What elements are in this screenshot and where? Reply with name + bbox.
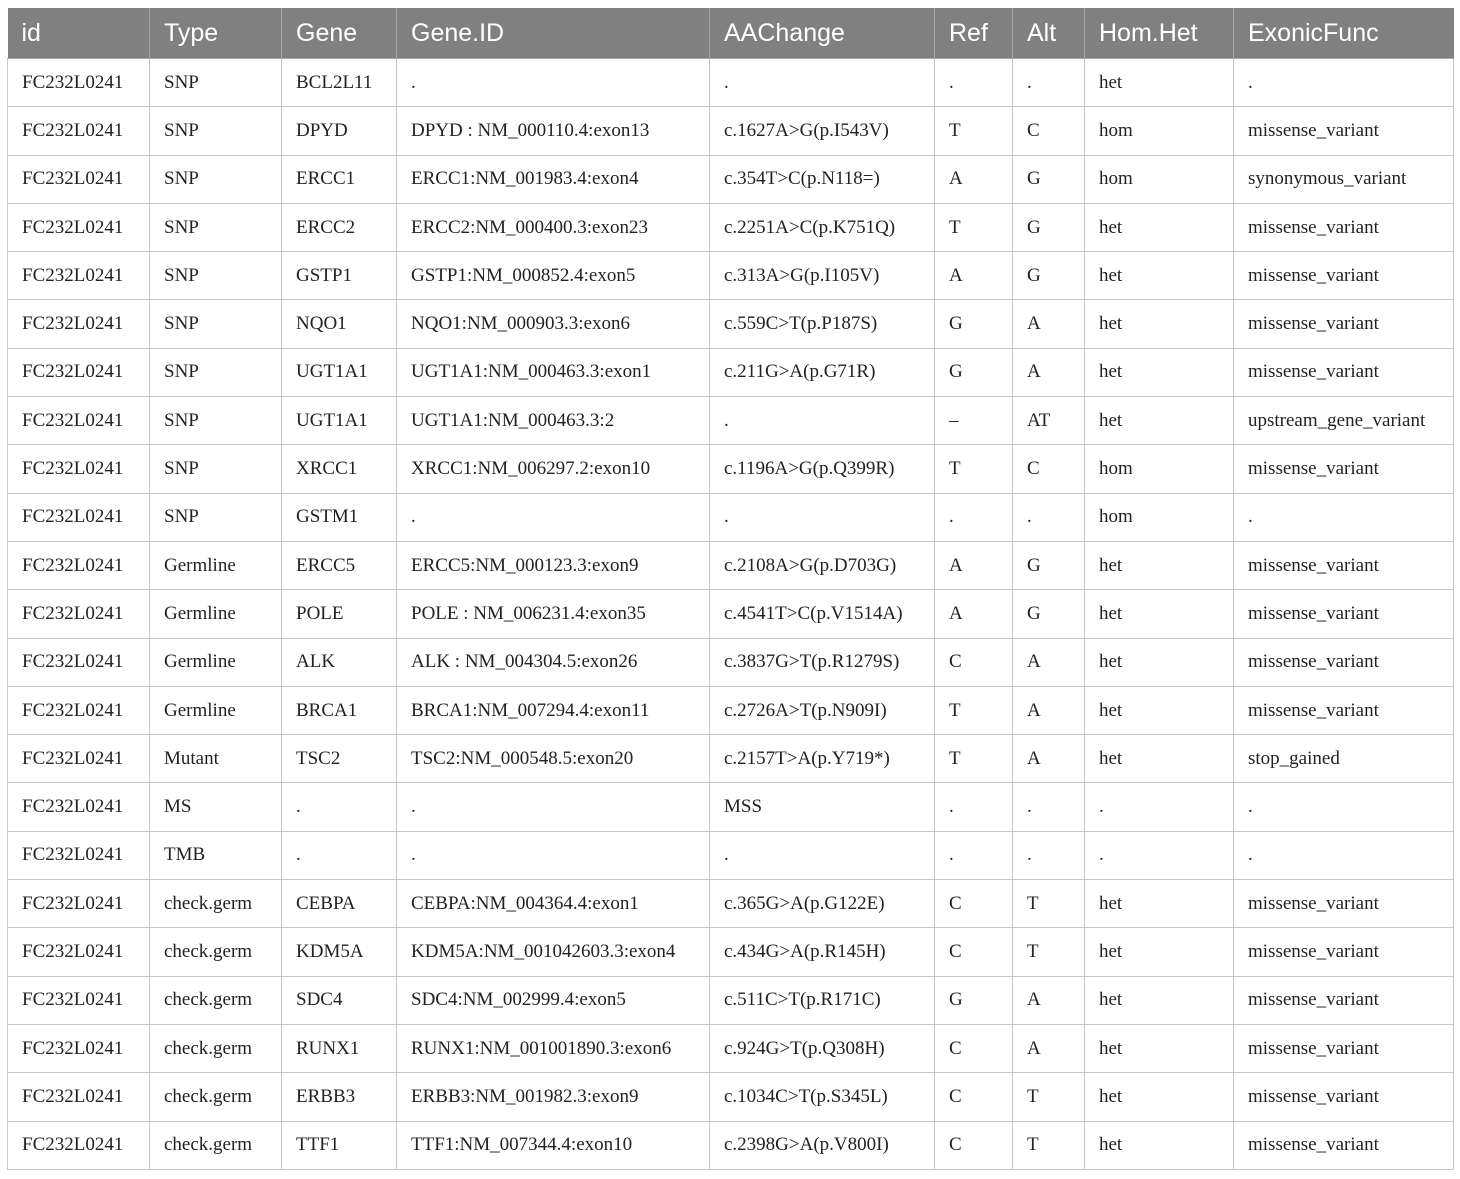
cell-exonic-func: stop_gained	[1234, 735, 1454, 783]
cell-gene-id: .	[397, 59, 710, 107]
cell-type: Mutant	[150, 735, 282, 783]
cell-gene: NQO1	[282, 300, 397, 348]
cell-type: SNP	[150, 155, 282, 203]
cell-id: FC232L0241	[8, 1121, 150, 1169]
cell-type: check.germ	[150, 880, 282, 928]
cell-ref: C	[935, 880, 1013, 928]
cell-id: FC232L0241	[8, 397, 150, 445]
cell-aa-change: c.365G>A(p.G122E)	[710, 880, 935, 928]
cell-aa-change: c.924G>T(p.Q308H)	[710, 1024, 935, 1072]
cell-gene: UGT1A1	[282, 348, 397, 396]
cell-type: SNP	[150, 397, 282, 445]
table-row	[8, 107, 1454, 155]
cell-gene: ERCC1	[282, 155, 397, 203]
cell-aa-change: c.511C>T(p.R171C)	[710, 976, 935, 1024]
table-row	[8, 348, 1454, 396]
cell-aa-change: c.1034C>T(p.S345L)	[710, 1073, 935, 1121]
cell-ref: .	[935, 493, 1013, 541]
cell-ref: T	[935, 686, 1013, 734]
cell-alt: G	[1013, 203, 1085, 251]
cell-id: FC232L0241	[8, 107, 150, 155]
cell-gene: ERCC2	[282, 203, 397, 251]
table-row	[8, 1073, 1454, 1121]
cell-aa-change: c.313A>G(p.I105V)	[710, 252, 935, 300]
cell-hom-het: hom	[1085, 493, 1234, 541]
cell-gene: .	[282, 783, 397, 831]
table-row	[8, 445, 1454, 493]
column-header-ref: Ref	[935, 8, 1013, 59]
cell-gene: SDC4	[282, 976, 397, 1024]
cell-id: FC232L0241	[8, 59, 150, 107]
cell-id: FC232L0241	[8, 590, 150, 638]
cell-gene: TTF1	[282, 1121, 397, 1169]
cell-type: MS	[150, 783, 282, 831]
cell-gene: ALK	[282, 638, 397, 686]
cell-exonic-func: missense_variant	[1234, 976, 1454, 1024]
cell-gene: RUNX1	[282, 1024, 397, 1072]
cell-exonic-func: missense_variant	[1234, 1024, 1454, 1072]
cell-alt: T	[1013, 928, 1085, 976]
cell-ref: T	[935, 203, 1013, 251]
cell-alt: AT	[1013, 397, 1085, 445]
cell-hom-het: hom	[1085, 155, 1234, 203]
cell-gene: KDM5A	[282, 928, 397, 976]
cell-gene: CEBPA	[282, 880, 397, 928]
cell-ref: G	[935, 300, 1013, 348]
table-row	[8, 59, 1454, 107]
cell-alt: A	[1013, 1024, 1085, 1072]
cell-id: FC232L0241	[8, 1024, 150, 1072]
table-row	[8, 783, 1454, 831]
cell-exonic-func: missense_variant	[1234, 1073, 1454, 1121]
cell-type: SNP	[150, 203, 282, 251]
cell-id: FC232L0241	[8, 155, 150, 203]
cell-id: FC232L0241	[8, 831, 150, 879]
cell-hom-het: het	[1085, 880, 1234, 928]
cell-aa-change: MSS	[710, 783, 935, 831]
cell-alt: G	[1013, 541, 1085, 589]
cell-gene-id: BRCA1:NM_007294.4:exon11	[397, 686, 710, 734]
cell-aa-change: c.434G>A(p.R145H)	[710, 928, 935, 976]
cell-ref: .	[935, 783, 1013, 831]
cell-exonic-func: .	[1234, 783, 1454, 831]
table-row	[8, 1121, 1454, 1169]
cell-gene-id: .	[397, 783, 710, 831]
cell-alt: .	[1013, 59, 1085, 107]
cell-hom-het: het	[1085, 735, 1234, 783]
cell-id: FC232L0241	[8, 541, 150, 589]
cell-alt: G	[1013, 252, 1085, 300]
cell-gene-id: RUNX1:NM_001001890.3:exon6	[397, 1024, 710, 1072]
cell-id: FC232L0241	[8, 928, 150, 976]
cell-exonic-func: missense_variant	[1234, 252, 1454, 300]
cell-gene-id: UGT1A1:NM_000463.3:2	[397, 397, 710, 445]
cell-hom-het: het	[1085, 686, 1234, 734]
cell-aa-change: .	[710, 59, 935, 107]
cell-hom-het: het	[1085, 59, 1234, 107]
cell-id: FC232L0241	[8, 348, 150, 396]
cell-ref: C	[935, 1024, 1013, 1072]
cell-gene: BRCA1	[282, 686, 397, 734]
cell-aa-change: c.1627A>G(p.I543V)	[710, 107, 935, 155]
cell-exonic-func: .	[1234, 831, 1454, 879]
cell-hom-het: het	[1085, 1073, 1234, 1121]
table-row	[8, 831, 1454, 879]
cell-type: check.germ	[150, 928, 282, 976]
cell-ref: G	[935, 976, 1013, 1024]
cell-alt: C	[1013, 445, 1085, 493]
cell-gene: GSTP1	[282, 252, 397, 300]
cell-exonic-func: missense_variant	[1234, 348, 1454, 396]
cell-gene-id: ERBB3:NM_001982.3:exon9	[397, 1073, 710, 1121]
cell-hom-het: .	[1085, 831, 1234, 879]
cell-ref: C	[935, 1121, 1013, 1169]
cell-gene: GSTM1	[282, 493, 397, 541]
cell-ref: A	[935, 252, 1013, 300]
cell-id: FC232L0241	[8, 976, 150, 1024]
cell-ref: T	[935, 735, 1013, 783]
column-header-id: id	[8, 8, 150, 59]
cell-gene: POLE	[282, 590, 397, 638]
cell-gene: ERBB3	[282, 1073, 397, 1121]
cell-type: SNP	[150, 107, 282, 155]
cell-gene-id: ERCC1:NM_001983.4:exon4	[397, 155, 710, 203]
cell-hom-het: hom	[1085, 107, 1234, 155]
cell-alt: C	[1013, 107, 1085, 155]
cell-aa-change: .	[710, 397, 935, 445]
cell-gene: DPYD	[282, 107, 397, 155]
cell-gene-id: CEBPA:NM_004364.4:exon1	[397, 880, 710, 928]
cell-hom-het: het	[1085, 252, 1234, 300]
cell-gene-id: ALK : NM_004304.5:exon26	[397, 638, 710, 686]
cell-exonic-func: missense_variant	[1234, 203, 1454, 251]
cell-type: Germline	[150, 638, 282, 686]
table-row	[8, 638, 1454, 686]
cell-id: FC232L0241	[8, 203, 150, 251]
cell-type: SNP	[150, 59, 282, 107]
cell-aa-change: c.354T>C(p.N118=)	[710, 155, 935, 203]
table-row	[8, 735, 1454, 783]
cell-exonic-func: missense_variant	[1234, 880, 1454, 928]
cell-type: check.germ	[150, 1024, 282, 1072]
cell-exonic-func: missense_variant	[1234, 638, 1454, 686]
cell-gene-id: XRCC1:NM_006297.2:exon10	[397, 445, 710, 493]
cell-hom-het: het	[1085, 1024, 1234, 1072]
cell-gene: UGT1A1	[282, 397, 397, 445]
cell-exonic-func: missense_variant	[1234, 445, 1454, 493]
cell-aa-change: c.2157T>A(p.Y719*)	[710, 735, 935, 783]
cell-ref: A	[935, 541, 1013, 589]
cell-type: Germline	[150, 590, 282, 638]
cell-id: FC232L0241	[8, 300, 150, 348]
table-row	[8, 493, 1454, 541]
cell-hom-het: het	[1085, 928, 1234, 976]
cell-id: FC232L0241	[8, 880, 150, 928]
cell-ref: C	[935, 638, 1013, 686]
cell-type: check.germ	[150, 976, 282, 1024]
cell-aa-change: c.1196A>G(p.Q399R)	[710, 445, 935, 493]
column-header-gene-id: Gene.ID	[397, 8, 710, 59]
cell-aa-change: c.211G>A(p.G71R)	[710, 348, 935, 396]
cell-exonic-func: missense_variant	[1234, 1121, 1454, 1169]
cell-ref: C	[935, 928, 1013, 976]
cell-gene-id: NQO1:NM_000903.3:exon6	[397, 300, 710, 348]
cell-hom-het: het	[1085, 1121, 1234, 1169]
cell-type: SNP	[150, 300, 282, 348]
cell-ref: .	[935, 59, 1013, 107]
cell-hom-het: het	[1085, 397, 1234, 445]
cell-type: SNP	[150, 445, 282, 493]
cell-alt: T	[1013, 1073, 1085, 1121]
cell-exonic-func: missense_variant	[1234, 590, 1454, 638]
cell-exonic-func: missense_variant	[1234, 928, 1454, 976]
table-row	[8, 155, 1454, 203]
table-row	[8, 590, 1454, 638]
column-header-type: Type	[150, 8, 282, 59]
cell-exonic-func: synonymous_variant	[1234, 155, 1454, 203]
cell-gene: TSC2	[282, 735, 397, 783]
cell-alt: T	[1013, 880, 1085, 928]
cell-alt: A	[1013, 976, 1085, 1024]
cell-alt: G	[1013, 155, 1085, 203]
table-row	[8, 203, 1454, 251]
table-row	[8, 686, 1454, 734]
cell-id: FC232L0241	[8, 493, 150, 541]
column-header-alt: Alt	[1013, 8, 1085, 59]
cell-exonic-func: .	[1234, 59, 1454, 107]
cell-id: FC232L0241	[8, 638, 150, 686]
table-row	[8, 976, 1454, 1024]
cell-hom-het: het	[1085, 203, 1234, 251]
cell-id: FC232L0241	[8, 735, 150, 783]
cell-id: FC232L0241	[8, 445, 150, 493]
column-header-hom-het: Hom.Het	[1085, 8, 1234, 59]
cell-gene-id: TSC2:NM_000548.5:exon20	[397, 735, 710, 783]
variant-table	[7, 8, 1454, 1170]
cell-hom-het: het	[1085, 590, 1234, 638]
cell-exonic-func: missense_variant	[1234, 300, 1454, 348]
cell-exonic-func: missense_variant	[1234, 686, 1454, 734]
cell-ref: A	[935, 155, 1013, 203]
cell-ref: T	[935, 107, 1013, 155]
cell-alt: G	[1013, 590, 1085, 638]
cell-hom-het: het	[1085, 976, 1234, 1024]
cell-type: SNP	[150, 493, 282, 541]
cell-id: FC232L0241	[8, 1073, 150, 1121]
cell-id: FC232L0241	[8, 686, 150, 734]
variant-table-container	[7, 8, 1453, 1170]
cell-ref: G	[935, 348, 1013, 396]
cell-gene-id: UGT1A1:NM_000463.3:exon1	[397, 348, 710, 396]
cell-gene-id: ERCC5:NM_000123.3:exon9	[397, 541, 710, 589]
cell-aa-change: c.559C>T(p.P187S)	[710, 300, 935, 348]
cell-gene-id: SDC4:NM_002999.4:exon5	[397, 976, 710, 1024]
cell-ref: A	[935, 590, 1013, 638]
cell-ref: –	[935, 397, 1013, 445]
cell-ref: C	[935, 1073, 1013, 1121]
cell-type: Germline	[150, 541, 282, 589]
cell-aa-change: c.2251A>C(p.K751Q)	[710, 203, 935, 251]
cell-gene: XRCC1	[282, 445, 397, 493]
cell-gene-id: ERCC2:NM_000400.3:exon23	[397, 203, 710, 251]
cell-gene: BCL2L11	[282, 59, 397, 107]
cell-hom-het: het	[1085, 300, 1234, 348]
column-header-gene: Gene	[282, 8, 397, 59]
cell-gene: .	[282, 831, 397, 879]
cell-gene-id: .	[397, 831, 710, 879]
cell-alt: .	[1013, 831, 1085, 879]
cell-hom-het: het	[1085, 541, 1234, 589]
table-row	[8, 397, 1454, 445]
cell-aa-change: c.3837G>T(p.R1279S)	[710, 638, 935, 686]
cell-aa-change: c.2726A>T(p.N909I)	[710, 686, 935, 734]
cell-alt: .	[1013, 783, 1085, 831]
cell-id: FC232L0241	[8, 252, 150, 300]
cell-type: SNP	[150, 252, 282, 300]
cell-gene-id: GSTP1:NM_000852.4:exon5	[397, 252, 710, 300]
cell-exonic-func: .	[1234, 493, 1454, 541]
table-row	[8, 928, 1454, 976]
cell-alt: A	[1013, 638, 1085, 686]
cell-hom-het: het	[1085, 638, 1234, 686]
table-row	[8, 252, 1454, 300]
cell-exonic-func: missense_variant	[1234, 541, 1454, 589]
table-row	[8, 300, 1454, 348]
table-body	[8, 59, 1454, 1170]
cell-alt: A	[1013, 348, 1085, 396]
cell-gene: ERCC5	[282, 541, 397, 589]
column-header-aa-change: AAChange	[710, 8, 935, 59]
cell-aa-change: c.2108A>G(p.D703G)	[710, 541, 935, 589]
cell-type: check.germ	[150, 1073, 282, 1121]
cell-aa-change: c.2398G>A(p.V800I)	[710, 1121, 935, 1169]
cell-gene-id: KDM5A:NM_001042603.3:exon4	[397, 928, 710, 976]
cell-alt: .	[1013, 493, 1085, 541]
cell-id: FC232L0241	[8, 783, 150, 831]
header-row	[8, 8, 1454, 59]
cell-hom-het: .	[1085, 783, 1234, 831]
cell-gene-id: TTF1:NM_007344.4:exon10	[397, 1121, 710, 1169]
cell-gene-id: .	[397, 493, 710, 541]
table-row	[8, 541, 1454, 589]
cell-type: Germline	[150, 686, 282, 734]
cell-gene-id: POLE : NM_006231.4:exon35	[397, 590, 710, 638]
cell-aa-change: c.4541T>C(p.V1514A)	[710, 590, 935, 638]
cell-hom-het: het	[1085, 348, 1234, 396]
cell-alt: A	[1013, 300, 1085, 348]
cell-gene-id: DPYD : NM_000110.4:exon13	[397, 107, 710, 155]
column-header-exonic-func: ExonicFunc	[1234, 8, 1454, 59]
table-row	[8, 880, 1454, 928]
cell-alt: A	[1013, 686, 1085, 734]
cell-ref: T	[935, 445, 1013, 493]
cell-exonic-func: upstream_gene_variant	[1234, 397, 1454, 445]
cell-alt: A	[1013, 735, 1085, 783]
cell-exonic-func: missense_variant	[1234, 107, 1454, 155]
table-header	[8, 8, 1454, 59]
cell-type: TMB	[150, 831, 282, 879]
cell-type: check.germ	[150, 1121, 282, 1169]
cell-hom-het: hom	[1085, 445, 1234, 493]
cell-aa-change: .	[710, 831, 935, 879]
cell-ref: .	[935, 831, 1013, 879]
cell-aa-change: .	[710, 493, 935, 541]
cell-alt: T	[1013, 1121, 1085, 1169]
table-row	[8, 1024, 1454, 1072]
cell-type: SNP	[150, 348, 282, 396]
